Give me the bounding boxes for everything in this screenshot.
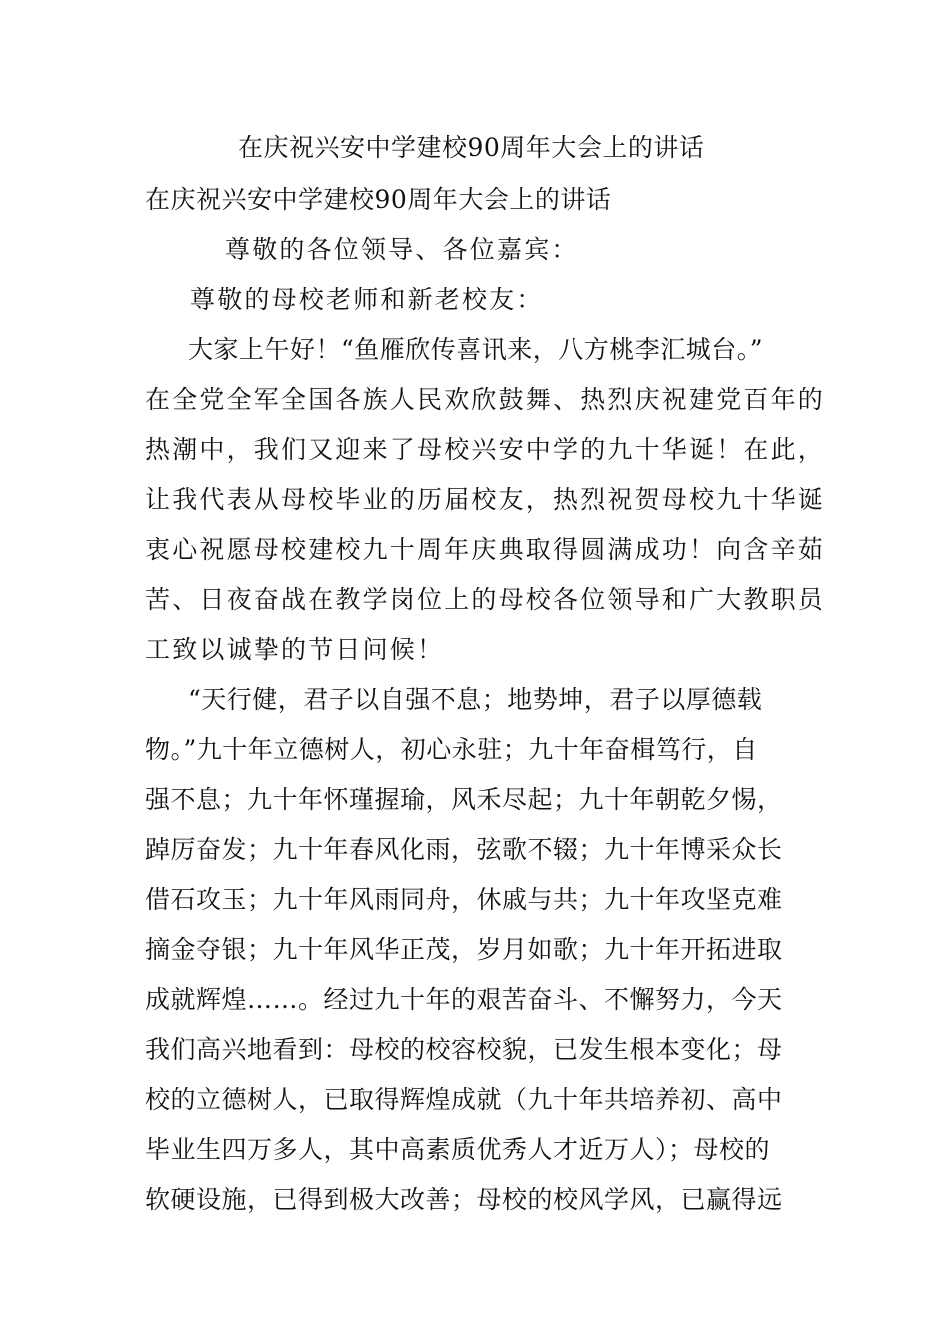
paragraph-1-line: 让我代表从母校毕业的历届校友，热烈祝贺母校九十华诞 [145,485,826,514]
paragraph-2-line: 成就辉煌……。经过九十年的艰苦奋斗、不懈努力，今天 [145,985,783,1014]
paragraph-1-line: 工致以诚挚的节日问候！ [145,635,445,664]
document-title-centered: 在庆祝兴安中学建校90周年大会上的讲话 [238,133,705,162]
paragraph-1-line: 苦、日夜奋战在教学岗位上的母校各位领导和广大教职员 [145,585,826,614]
paragraph-1-line: 热潮中，我们又迎来了母校兴安中学的九十华诞！在此， [145,435,826,464]
paragraph-2-line: 毕业生四万多人，其中高素质优秀人才近万人）；母校的 [145,1135,771,1164]
paragraph-2-line: 校的立德树人，已取得辉煌成就（九十年共培养初、高中 [145,1085,783,1114]
paragraph-2-line: 摘金夺银；九十年风华正茂，岁月如歌；九十年开拓进取 [145,935,783,964]
paragraph-2-line: 软硬设施，已得到极大改善；母校的校风学风，已赢得远 [145,1185,783,1214]
paragraph-1-line: 大家上午好！“鱼雁欣传喜讯来，八方桃李汇城台。” [188,335,764,364]
paragraph-2-line: 踔厉奋发；九十年春风化雨，弦歌不辍；九十年博采众长 [145,835,783,864]
paragraph-2-line: 物。”九十年立德树人，初心永驻；九十年奋楫笃行，自 [145,735,758,764]
paragraph-2-line: 强不息；九十年怀瑾握瑜，风禾尽起；九十年朝乾夕惕， [145,785,783,814]
paragraph-2-line: “天行健，君子以自强不息；地势坤，君子以厚德载 [188,685,763,714]
document-title-left: 在庆祝兴安中学建校90周年大会上的讲话 [145,185,612,214]
paragraph-2-line: 我们高兴地看到：母校的校容校貌，已发生根本变化；母 [145,1035,783,1064]
greeting-leaders: 尊敬的各位领导、各位嘉宾： [225,235,579,264]
paragraph-1-line: 在全党全军全国各族人民欢欣鼓舞、热烈庆祝建党百年的 [145,385,826,414]
paragraph-2-line: 借石攻玉；九十年风雨同舟，休戚与共；九十年攻坚克难 [145,885,783,914]
greeting-alumni: 尊敬的母校老师和新老校友： [190,285,544,314]
paragraph-1-line: 衷心祝愿母校建校九十周年庆典取得圆满成功！向含辛茹 [145,535,826,564]
